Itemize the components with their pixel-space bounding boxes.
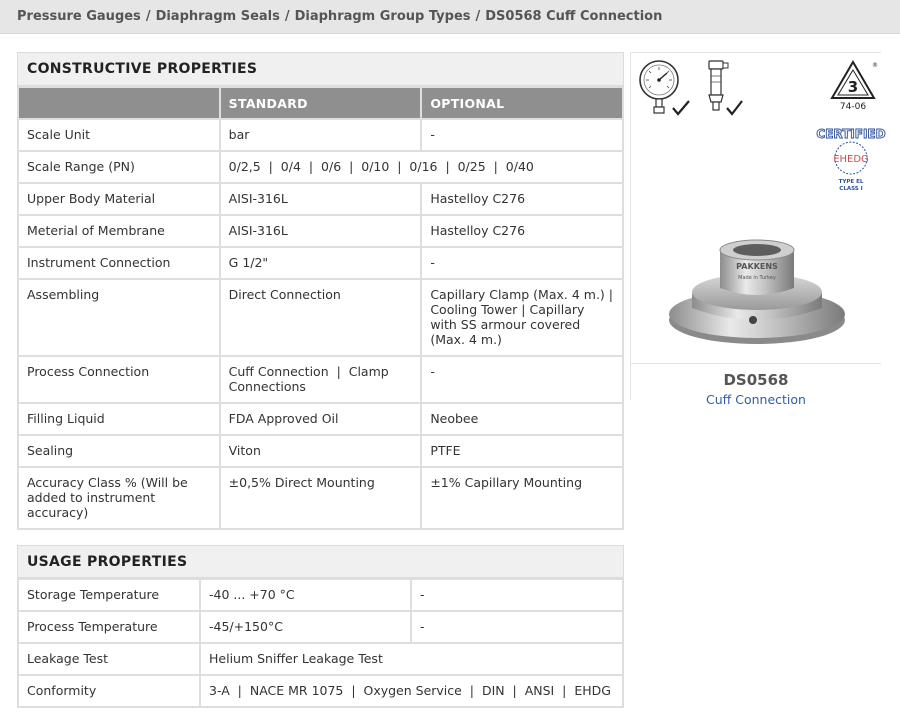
row-label: Leakage Test [18, 643, 200, 675]
row-standard-value: G 1/2" [220, 247, 422, 279]
table-row [18, 119, 623, 151]
ehedg-type-text: TYPE EL [838, 179, 864, 185]
divider [630, 52, 631, 400]
ehedg-class-text: CLASS I [839, 186, 863, 192]
breadcrumb-item-pressure-gauges[interactable]: Pressure Gauges [17, 9, 141, 24]
constructive-properties-section [17, 52, 624, 530]
section-title: CONSTRUCTIVE PROPERTIES [17, 52, 624, 86]
row-standard-value: Helium Sniffer Leakage Test [200, 643, 623, 675]
table-row [18, 643, 623, 675]
certified-text: CERTIFIED [816, 127, 886, 141]
row-label: Meterial of Membrane [18, 215, 220, 247]
table-row [18, 579, 623, 611]
table-row [18, 183, 623, 215]
row-standard-value: FDA Approved Oil [220, 403, 422, 435]
table-row [18, 215, 623, 247]
row-optional-value: ±1% Capillary Mounting [421, 467, 623, 529]
table-row [18, 247, 623, 279]
row-label: Filling Liquid [18, 403, 220, 435]
table-row [18, 435, 623, 467]
row-optional-value: Hastelloy C276 [421, 183, 623, 215]
row-optional-value: PTFE [421, 435, 623, 467]
product-image[interactable] [662, 232, 852, 350]
product-name-text[interactable]: Cuff Connection [706, 392, 806, 407]
row-standard-value: AISI-316L [220, 183, 422, 215]
column-header-standard: STANDARD [220, 87, 422, 119]
row-optional-value: Neobee [421, 403, 623, 435]
column-header-property [18, 87, 220, 119]
row-label: Conformity [18, 675, 200, 707]
row-optional-value: Hastelloy C276 [421, 215, 623, 247]
row-label: Storage Temperature [18, 579, 200, 611]
row-optional-value: - [411, 579, 623, 611]
row-label: Scale Range (PN) [18, 151, 220, 183]
pressure-transmitter-icon [701, 58, 751, 124]
table-row [18, 467, 623, 529]
row-label: Process Temperature [18, 611, 200, 643]
breadcrumb [0, 0, 900, 34]
product-brand-text: PAKKENS [736, 262, 778, 271]
product-code: DS0568 [723, 371, 789, 389]
row-label: Assembling [18, 279, 220, 356]
divider [631, 52, 881, 53]
breadcrumb-item-diaphragm-group-types[interactable]: Diaphragm Group Types [294, 9, 471, 24]
row-standard-value: Viton [220, 435, 422, 467]
table-row [18, 279, 623, 356]
row-label: Process Connection [18, 356, 220, 403]
row-label: Accuracy Class % (Will be added to instrument accuracy) [18, 467, 220, 529]
row-standard-value: 0/2,5 | 0/4 | 0/6 | 0/10 | 0/16 | 0/25 | 0/40 [220, 151, 623, 183]
breadcrumb-item-current: DS0568 Cuff Connection [485, 9, 663, 24]
row-standard-value: -40 ... +70 °C [200, 579, 411, 611]
table-row [18, 356, 623, 403]
ehedg-text: EHEDG [833, 154, 869, 165]
badge-number: 74-06 [839, 102, 867, 112]
row-optional-value: Capillary Clamp (Max. 4 m.) | Cooling Tower | Capillary with SS armour covered (Max. 4 m.) [421, 279, 623, 356]
product-made-text: Made in Turkey [738, 275, 776, 281]
row-standard-value: ±0,5% Direct Mounting [220, 467, 422, 529]
table-row [18, 611, 623, 643]
row-label: Scale Unit [18, 119, 220, 151]
product-name-link[interactable] [631, 392, 881, 407]
row-standard-value: 3-A | NACE MR 1075 | Oxygen Service | DIN | ANSI | EHDG [200, 675, 623, 707]
usage-properties-table [17, 578, 624, 708]
table-row [18, 403, 623, 435]
row-optional-value: - [421, 247, 623, 279]
row-standard-value: AISI-316L [220, 215, 422, 247]
badge-digit: 3 [847, 78, 859, 96]
breadcrumb-item-diaphragm-seals[interactable]: Diaphragm Seals [155, 9, 280, 24]
breadcrumb-separator: / [284, 9, 290, 24]
row-optional-value: - [421, 119, 623, 151]
row-label: Upper Body Material [18, 183, 220, 215]
table-row [18, 151, 623, 183]
breadcrumb-separator: / [145, 9, 151, 24]
usage-properties-section [17, 545, 624, 708]
row-standard-value: bar [220, 119, 422, 151]
pressure-gauge-icon [637, 58, 701, 124]
svg-text:®: ® [872, 62, 878, 69]
section-title: USAGE PROPERTIES [17, 545, 624, 578]
row-label: Instrument Connection [18, 247, 220, 279]
row-standard-value: Cuff Connection | Clamp Connections [220, 356, 422, 403]
table-header-row [18, 87, 623, 119]
row-optional-value: - [411, 611, 623, 643]
ehedg-certified-badge-icon [816, 120, 886, 200]
product-side-panel [631, 52, 886, 424]
row-label: Sealing [18, 435, 220, 467]
divider [631, 363, 881, 364]
table-row [18, 675, 623, 707]
3a-sanitary-badge-icon [828, 58, 878, 120]
row-standard-value: Direct Connection [220, 279, 422, 356]
row-optional-value: - [421, 356, 623, 403]
breadcrumb-separator: / [475, 9, 481, 24]
constructive-properties-table [17, 86, 624, 530]
row-standard-value: -45/+150°C [200, 611, 411, 643]
column-header-optional: OPTIONAL [421, 87, 623, 119]
